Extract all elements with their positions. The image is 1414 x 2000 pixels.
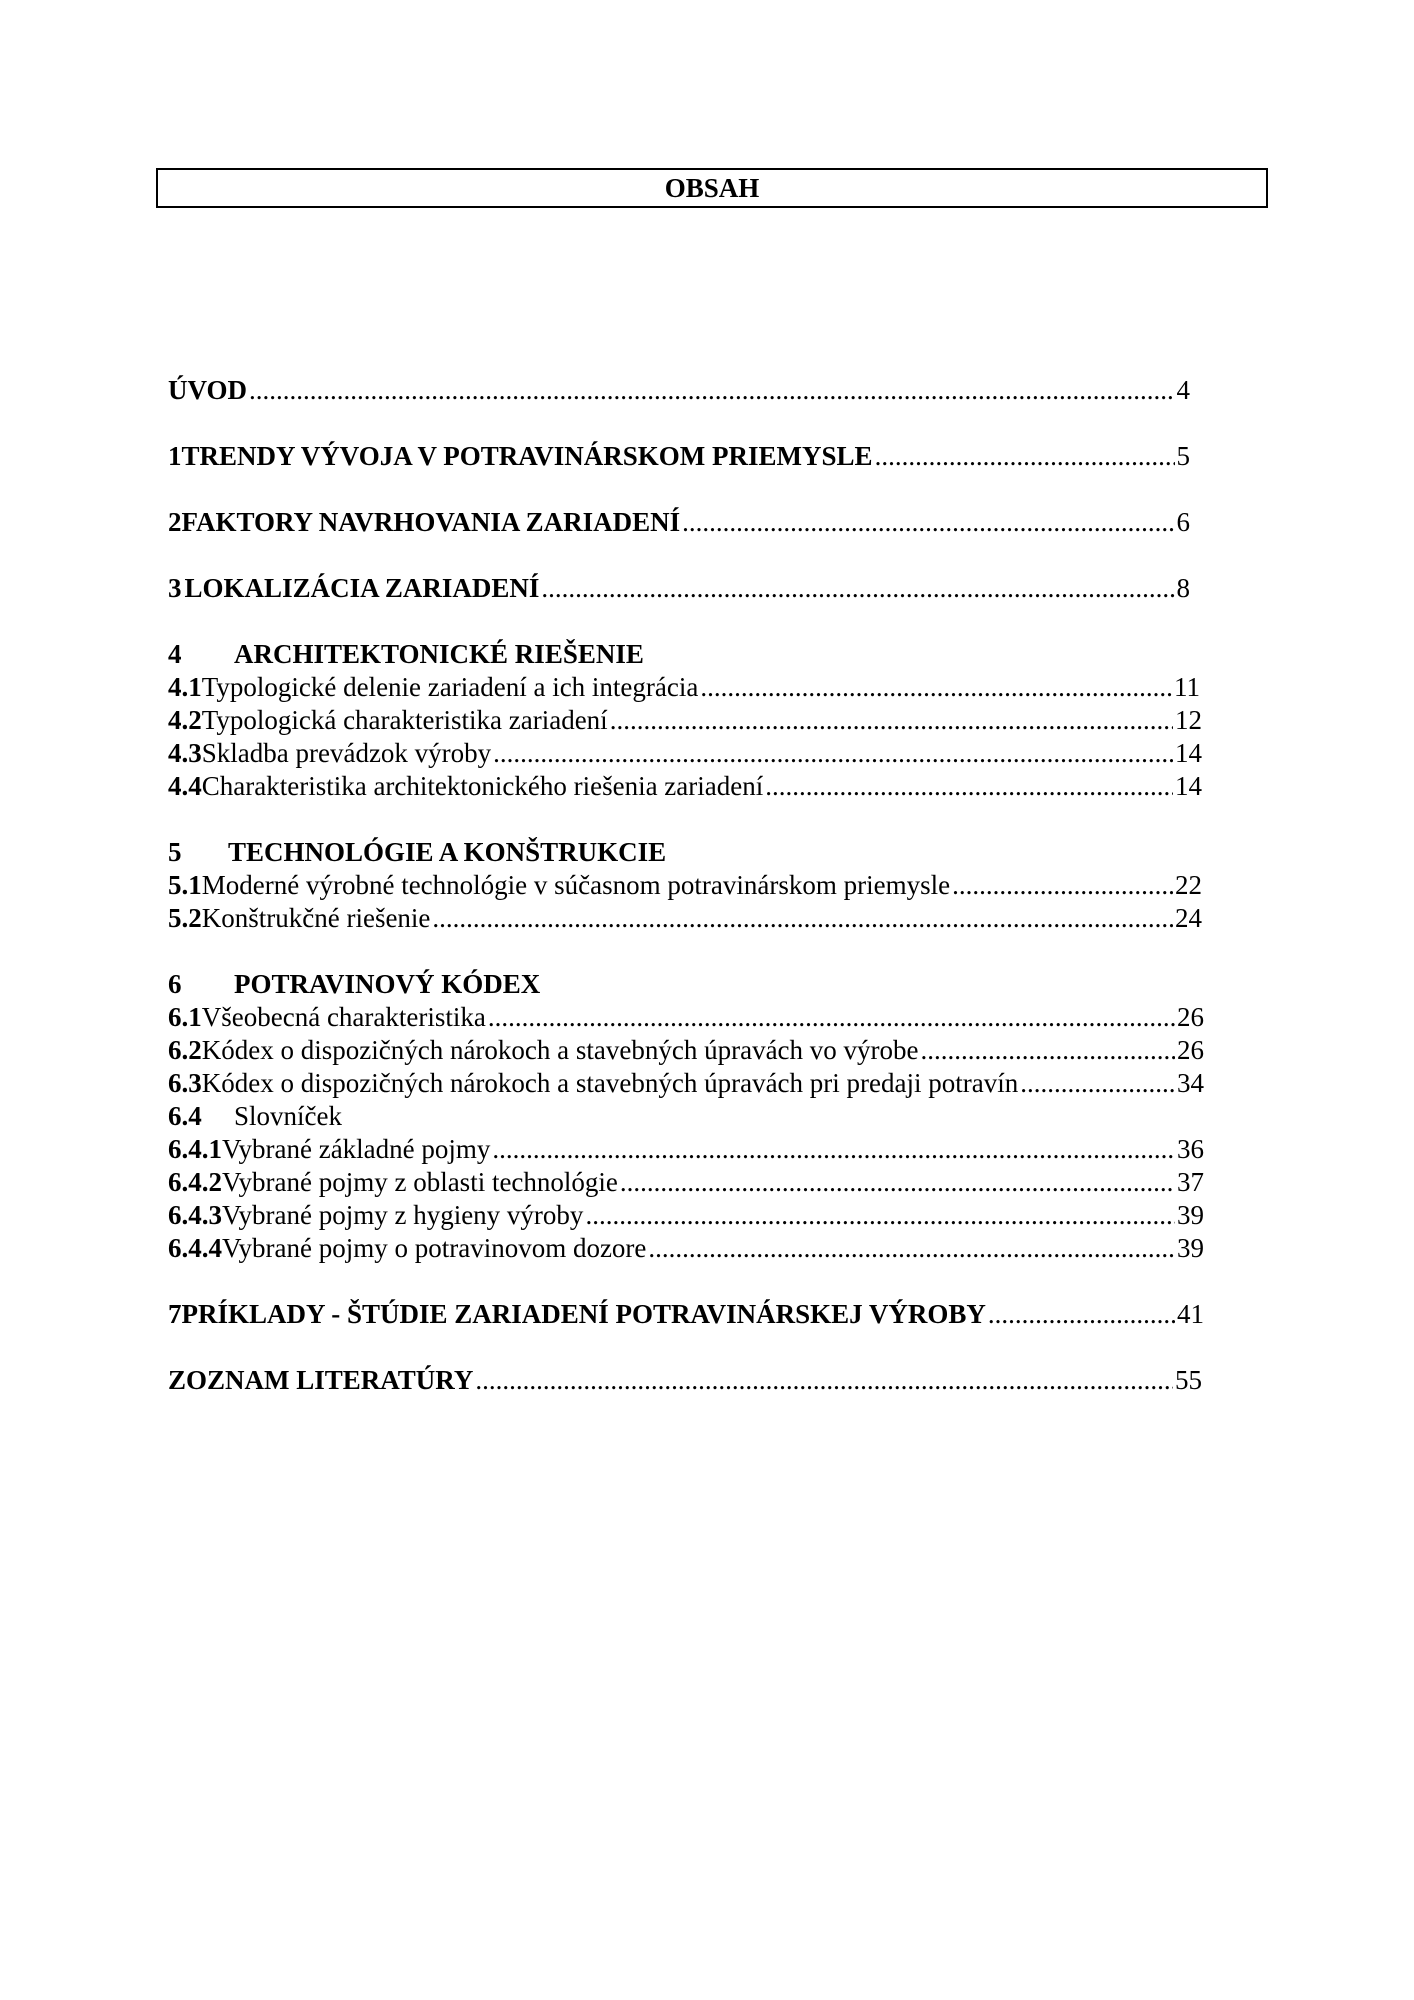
toc-leader-dots <box>493 737 1173 769</box>
toc-entry-6-4-1[interactable] <box>168 1133 1204 1165</box>
toc-page-number: 26 <box>1177 1035 1204 1065</box>
toc-leader-dots <box>541 572 1174 604</box>
toc-entry-label: Vybrané pojmy o potravinovom dozore <box>222 1233 647 1263</box>
toc-entry-number: 7 <box>168 1299 182 1329</box>
toc-entry-2[interactable] <box>168 506 1190 538</box>
toc-title: OBSAH <box>664 172 760 203</box>
toc-entry-4-3[interactable] <box>168 737 1202 769</box>
toc-leader-dots <box>585 1199 1175 1231</box>
toc-entry-number: 6.3 <box>168 1068 202 1098</box>
toc-leader-dots <box>875 440 1175 472</box>
toc-entry-number: 6.4.3 <box>168 1200 222 1230</box>
toc-entry-number: 6.4.2 <box>168 1167 222 1197</box>
toc-entry-label: Skladba prevádzok výroby <box>201 738 492 768</box>
toc-leader-dots <box>682 506 1174 538</box>
toc-entry-4[interactable] <box>168 638 1190 670</box>
toc-entry-label: Kódex o dispozičných nárokoch a stavebných úpravách vo výrobe <box>201 1035 919 1065</box>
toc-entry-7[interactable] <box>168 1298 1204 1330</box>
toc-entry-label: ZOZNAM LITERATÚRY <box>168 1365 474 1395</box>
toc-entry-label: Typologická charakteristika zariadení <box>201 705 608 735</box>
toc-entry-label: Slovníček <box>234 1101 342 1131</box>
toc-entry-label: Vybrané pojmy z hygieny výroby <box>222 1200 584 1230</box>
toc-page-number: 36 <box>1177 1134 1204 1164</box>
toc-entry-number: 4.4 <box>168 771 202 801</box>
toc-entry-number: 2 <box>168 507 182 537</box>
toc-page-number: 12 <box>1175 705 1202 735</box>
toc-page-number: 41 <box>1177 1299 1204 1329</box>
toc-page-number: 14 <box>1175 738 1202 768</box>
toc-page-number: 11 <box>1174 672 1200 702</box>
toc-page-number: 34 <box>1177 1068 1204 1098</box>
toc-entry-label: Typologické delenie zariadení a ich integrácia <box>201 672 699 702</box>
toc-entry-number: 4.2 <box>168 705 202 735</box>
toc-leader-dots <box>610 704 1173 736</box>
toc-entry-number: 5.1 <box>168 870 202 900</box>
toc-page-number: 5 <box>1176 441 1190 471</box>
toc-page-number: 4 <box>1176 375 1190 405</box>
toc-entry-5[interactable] <box>168 836 1202 868</box>
toc-leader-dots <box>249 374 1175 406</box>
toc-page-number: 6 <box>1176 507 1190 537</box>
toc-entry-3[interactable] <box>168 572 1190 604</box>
toc-page-number: 22 <box>1175 870 1202 900</box>
toc-page-number: 24 <box>1175 903 1202 933</box>
toc-page-number: 39 <box>1177 1200 1204 1230</box>
toc-entry-number: 6.4.4 <box>168 1233 222 1263</box>
toc-entry-6-4[interactable] <box>168 1100 1204 1132</box>
toc-entry-label: Charakteristika architektonického riešenia zariadení <box>201 771 764 801</box>
toc-entry-5-2[interactable] <box>168 902 1202 934</box>
toc-entry-label: Vybrané základné pojmy <box>222 1134 491 1164</box>
toc-page-number: 8 <box>1176 573 1190 603</box>
toc-entry-label: Kódex o dispozičných nárokoch a stavebných úpravách pri predaji potravín <box>201 1068 1019 1098</box>
toc-leader-dots <box>765 770 1173 802</box>
toc-entry-6-4-4[interactable] <box>168 1232 1204 1264</box>
toc-leader-dots <box>1020 1067 1175 1099</box>
toc-entry-4-1[interactable] <box>168 671 1200 703</box>
toc-entry-uvod[interactable] <box>168 374 1190 406</box>
toc-title-box <box>156 168 1268 208</box>
toc-page-number: 37 <box>1177 1167 1204 1197</box>
toc-entry-number: 6 <box>168 969 182 999</box>
toc-entry-number: 6.4.1 <box>168 1134 222 1164</box>
toc-entry-label: Vybrané pojmy z oblasti technológie <box>222 1167 618 1197</box>
toc-entry-5-1[interactable] <box>168 869 1202 901</box>
toc-leader-dots <box>488 1001 1175 1033</box>
toc-entry-6-4-3[interactable] <box>168 1199 1204 1231</box>
toc-entry-label: TRENDY VÝVOJA V POTRAVINÁRSKOM PRIEMYSLE <box>181 441 873 471</box>
toc-entry-number: 4 <box>168 639 182 669</box>
toc-page-number: 26 <box>1177 1002 1204 1032</box>
toc-entry-label: ARCHITEKTONICKÉ RIEŠENIE <box>234 639 644 669</box>
toc-entry-6-1[interactable] <box>168 1001 1204 1033</box>
toc-leader-dots <box>700 671 1172 703</box>
toc-entry-number: 1 <box>168 441 182 471</box>
toc-entry-number: 5 <box>168 837 182 867</box>
toc-entry-6-4-2[interactable] <box>168 1166 1204 1198</box>
toc-entry-label: POTRAVINOVÝ KÓDEX <box>234 969 541 999</box>
toc-entry-4-2[interactable] <box>168 704 1202 736</box>
toc-leader-dots <box>952 869 1173 901</box>
toc-entry-number: 3 <box>168 573 182 603</box>
toc-leader-dots <box>475 1364 1173 1396</box>
toc-entry-label: Konštrukčné riešenie <box>201 903 431 933</box>
toc-page-number: 14 <box>1175 771 1202 801</box>
toc-entry-6[interactable] <box>168 968 1202 1000</box>
toc-entry-number: 6.1 <box>168 1002 202 1032</box>
toc-entry-literatura[interactable] <box>168 1364 1202 1396</box>
toc-leader-dots <box>921 1034 1175 1066</box>
toc-entry-label: Moderné výrobné technológie v súčasnom potravinárskom priemysle <box>201 870 951 900</box>
toc-leader-dots <box>492 1133 1175 1165</box>
toc-page-number: 39 <box>1177 1233 1204 1263</box>
toc-entry-number: 4.3 <box>168 738 202 768</box>
toc-entry-6-3[interactable] <box>168 1067 1204 1099</box>
toc-page-number: 55 <box>1175 1365 1202 1395</box>
toc-leader-dots <box>988 1298 1175 1330</box>
toc-entry-label: ÚVOD <box>168 375 247 405</box>
toc-leader-dots <box>432 902 1173 934</box>
toc-leader-dots <box>620 1166 1175 1198</box>
toc-entry-label: LOKALIZÁCIA ZARIADENÍ <box>184 573 540 603</box>
toc-entry-label: PRÍKLADY - ŠTÚDIE ZARIADENÍ POTRAVINÁRSKEJ VÝROBY <box>181 1299 986 1329</box>
toc-entry-4-4[interactable] <box>168 770 1202 802</box>
toc-leader-dots <box>648 1232 1175 1264</box>
toc-entry-number: 6.2 <box>168 1035 202 1065</box>
toc-entry-number: 4.1 <box>168 672 202 702</box>
toc-entry-6-2[interactable] <box>168 1034 1204 1066</box>
toc-entry-1[interactable] <box>168 440 1190 472</box>
toc-entry-label: Všeobecná charakteristika <box>201 1002 486 1032</box>
toc-entry-label: FAKTORY NAVRHOVANIA ZARIADENÍ <box>181 507 681 537</box>
toc-entry-number: 6.4 <box>168 1101 202 1131</box>
toc-entry-number: 5.2 <box>168 903 202 933</box>
toc-entry-label: TECHNOLÓGIE A KONŠTRUKCIE <box>228 837 667 867</box>
